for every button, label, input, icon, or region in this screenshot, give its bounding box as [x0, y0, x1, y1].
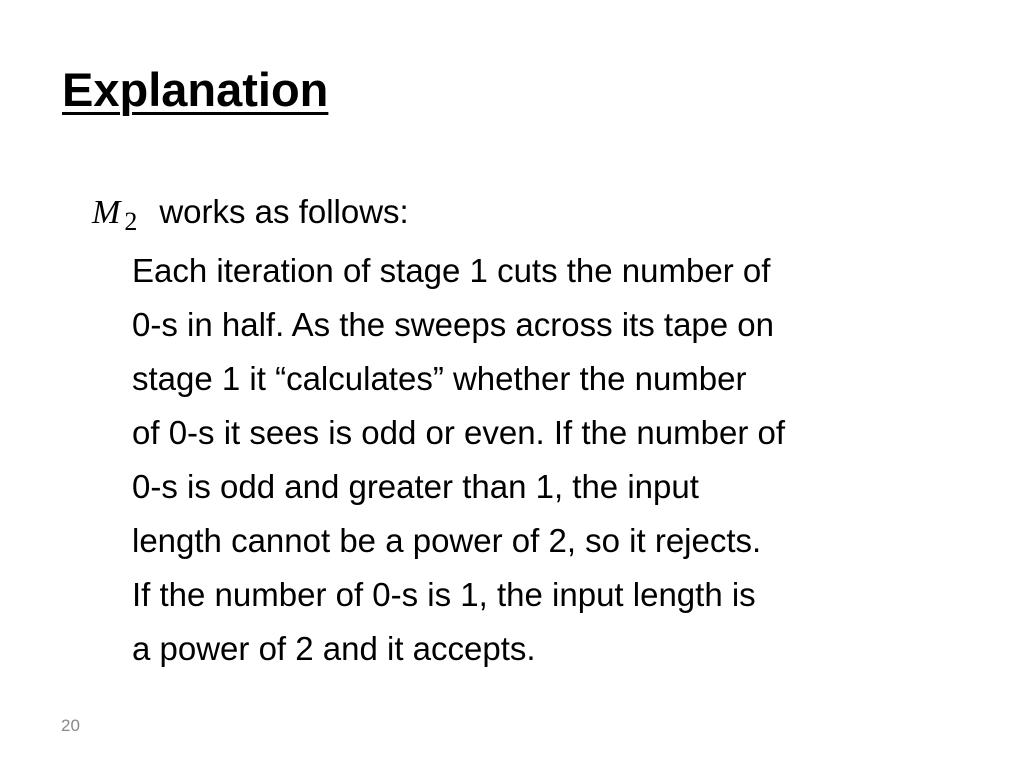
explanation-body — [132, 244, 992, 676]
machine-symbol-subscript: 2 — [124, 207, 138, 236]
body-line-6: length cannot be a power of 2, so it rejects. — [132, 522, 762, 559]
slide-title: Explanation — [62, 63, 329, 116]
body-line-3: stage 1 it “calculates” whether the number — [132, 360, 747, 397]
body-line-7: If the number of 0-s is 1, the input length is — [132, 576, 756, 613]
body-line-8: a power of 2 and it accepts. — [132, 630, 536, 667]
machine-symbol — [92, 193, 137, 242]
page-number: 20 — [61, 716, 80, 735]
body-line-5: 0-s is odd and greater than 1, the input — [132, 468, 699, 505]
body-line-1: Each iteration of stage 1 cuts the number of — [132, 252, 771, 289]
body-line-4: of 0-s it sees is odd or even. If the number of — [132, 414, 786, 451]
intro-text: works as follows: — [159, 193, 409, 230]
machine-symbol-letter: M — [92, 194, 121, 231]
intro-line — [92, 192, 409, 242]
body-line-2: 0-s in half. As the sweeps across its tape on — [132, 306, 775, 343]
